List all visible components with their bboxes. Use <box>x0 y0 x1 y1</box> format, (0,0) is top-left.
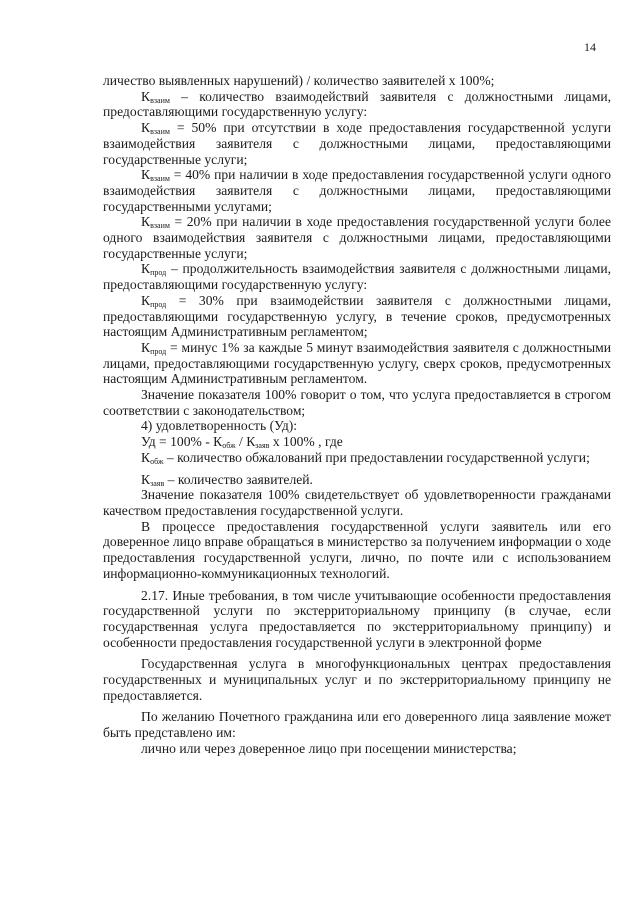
subscript: обж <box>150 456 164 466</box>
symbol: К <box>141 167 151 183</box>
subscript: прод <box>150 268 167 278</box>
formula-part: / К <box>235 434 256 450</box>
paragraph <box>103 89 611 120</box>
symbol: К <box>141 449 151 465</box>
paragraph-text: – продолжительность взаимодействия заявителя с должностными лицами, предоставляющими государственную услугу: <box>103 261 611 293</box>
formula-part: х 100% , где <box>269 434 343 450</box>
subscript: взаим <box>150 174 170 184</box>
paragraph-text: = 50% при отсутствии в ходе предоставления государственной услуги взаимодействия заявителя с должностными лицами, предоставляющими государственные услуги; <box>103 120 611 167</box>
paragraph-text: – количество обжалований при предоставлении государственной услуги; <box>163 449 590 465</box>
paragraph: Значение показателя 100% свидетельствует об удовлетворенности гражданами качеством предоставления государственной услуги. <box>103 487 611 518</box>
paragraph <box>103 450 611 466</box>
symbol: К <box>141 292 151 308</box>
paragraph: лично или через доверенное лицо при посещении министерства; <box>141 740 517 756</box>
symbol: К <box>141 339 151 355</box>
paragraph <box>103 293 611 340</box>
subscript: взаим <box>150 221 170 231</box>
paragraph <box>103 261 611 292</box>
paragraph: личество выявленных нарушений) / количество заявителей х 100%; <box>103 73 495 88</box>
formula <box>103 434 611 450</box>
paragraph <box>103 340 611 387</box>
symbol: К <box>141 471 151 487</box>
subscript: взаим <box>150 95 170 105</box>
paragraph-text: – количество заявителей. <box>164 471 313 487</box>
paragraph-text: = 40% при наличии в ходе предоставления государственной услуги одного взаимодействия заявителя с должностными лицами, предоставляющими государственными услугами; <box>103 167 611 214</box>
paragraph <box>103 214 611 261</box>
paragraph-text: = 20% при наличии в ходе предоставления государственной услуги более одного взаимодействия заявителя с должностными лицами, предоставляющими государственные услуги; <box>103 214 611 261</box>
paragraph <box>103 167 611 214</box>
symbol: К <box>141 214 151 230</box>
paragraph <box>103 120 611 167</box>
subscript: прод <box>150 346 167 356</box>
paragraph-text: = 30% при взаимодействии заявителя с должностными лицами, предоставляющими государственную услугу, в течение сроков, предусмотренных настоящим Административным регламентом; <box>103 292 611 340</box>
paragraph-text: = минус 1% за каждые 5 минут взаимодействия заявителя с должностными лицами, предоставляющими государственную услугу, сверх сроков, предусмотренных настоящим Административным регламентом. <box>103 339 611 387</box>
paragraph: По желанию Почетного гражданина или его доверенного лица заявление может быть представлено им: <box>103 709 611 741</box>
symbol: К <box>141 261 151 277</box>
paragraph <box>103 472 611 488</box>
subscript: обж <box>222 441 236 451</box>
subscript: заяв <box>150 478 165 488</box>
subscript: прод <box>150 299 167 309</box>
body-text <box>103 73 611 757</box>
symbol: К <box>141 88 151 104</box>
symbol: К <box>141 120 151 136</box>
page-number: 14 <box>584 40 596 54</box>
paragraph: 4) удовлетворенность (Уд): <box>141 418 298 434</box>
subscript: взаим <box>150 127 170 137</box>
paragraph-text: – количество взаимодействий заявителя с должностными лицами, предоставляющими государственную услугу: <box>103 88 611 120</box>
formula-part: Уд = 100% - К <box>141 434 223 450</box>
section-heading: 2.17. Иные требования, в том числе учитывающие особенности предоставления государственной услуги по экстерриториальному принципу (в случае, если государственная услуга предоставляется по экстерриториальному принципу) и особенности предоставления государственной услуги в электронной форме <box>103 587 611 650</box>
paragraph: В процессе предоставления государственной услуги заявитель или его доверенное лицо вправе обращаться в министерство за получением информации о ходе предоставления государственной услуги, лично, по почте или с использованием информационно-коммуникационных технологий. <box>103 518 611 581</box>
subscript: заяв <box>255 441 270 451</box>
paragraph: Значение показателя 100% говорит о том, что услуга предоставляется в строгом соответствии с законодательством; <box>103 387 611 418</box>
paragraph: Государственная услуга в многофункциональных центрах предоставления государственных и муниципальных услуг и по экстерриториальному принципу не предоставляется. <box>103 656 611 703</box>
